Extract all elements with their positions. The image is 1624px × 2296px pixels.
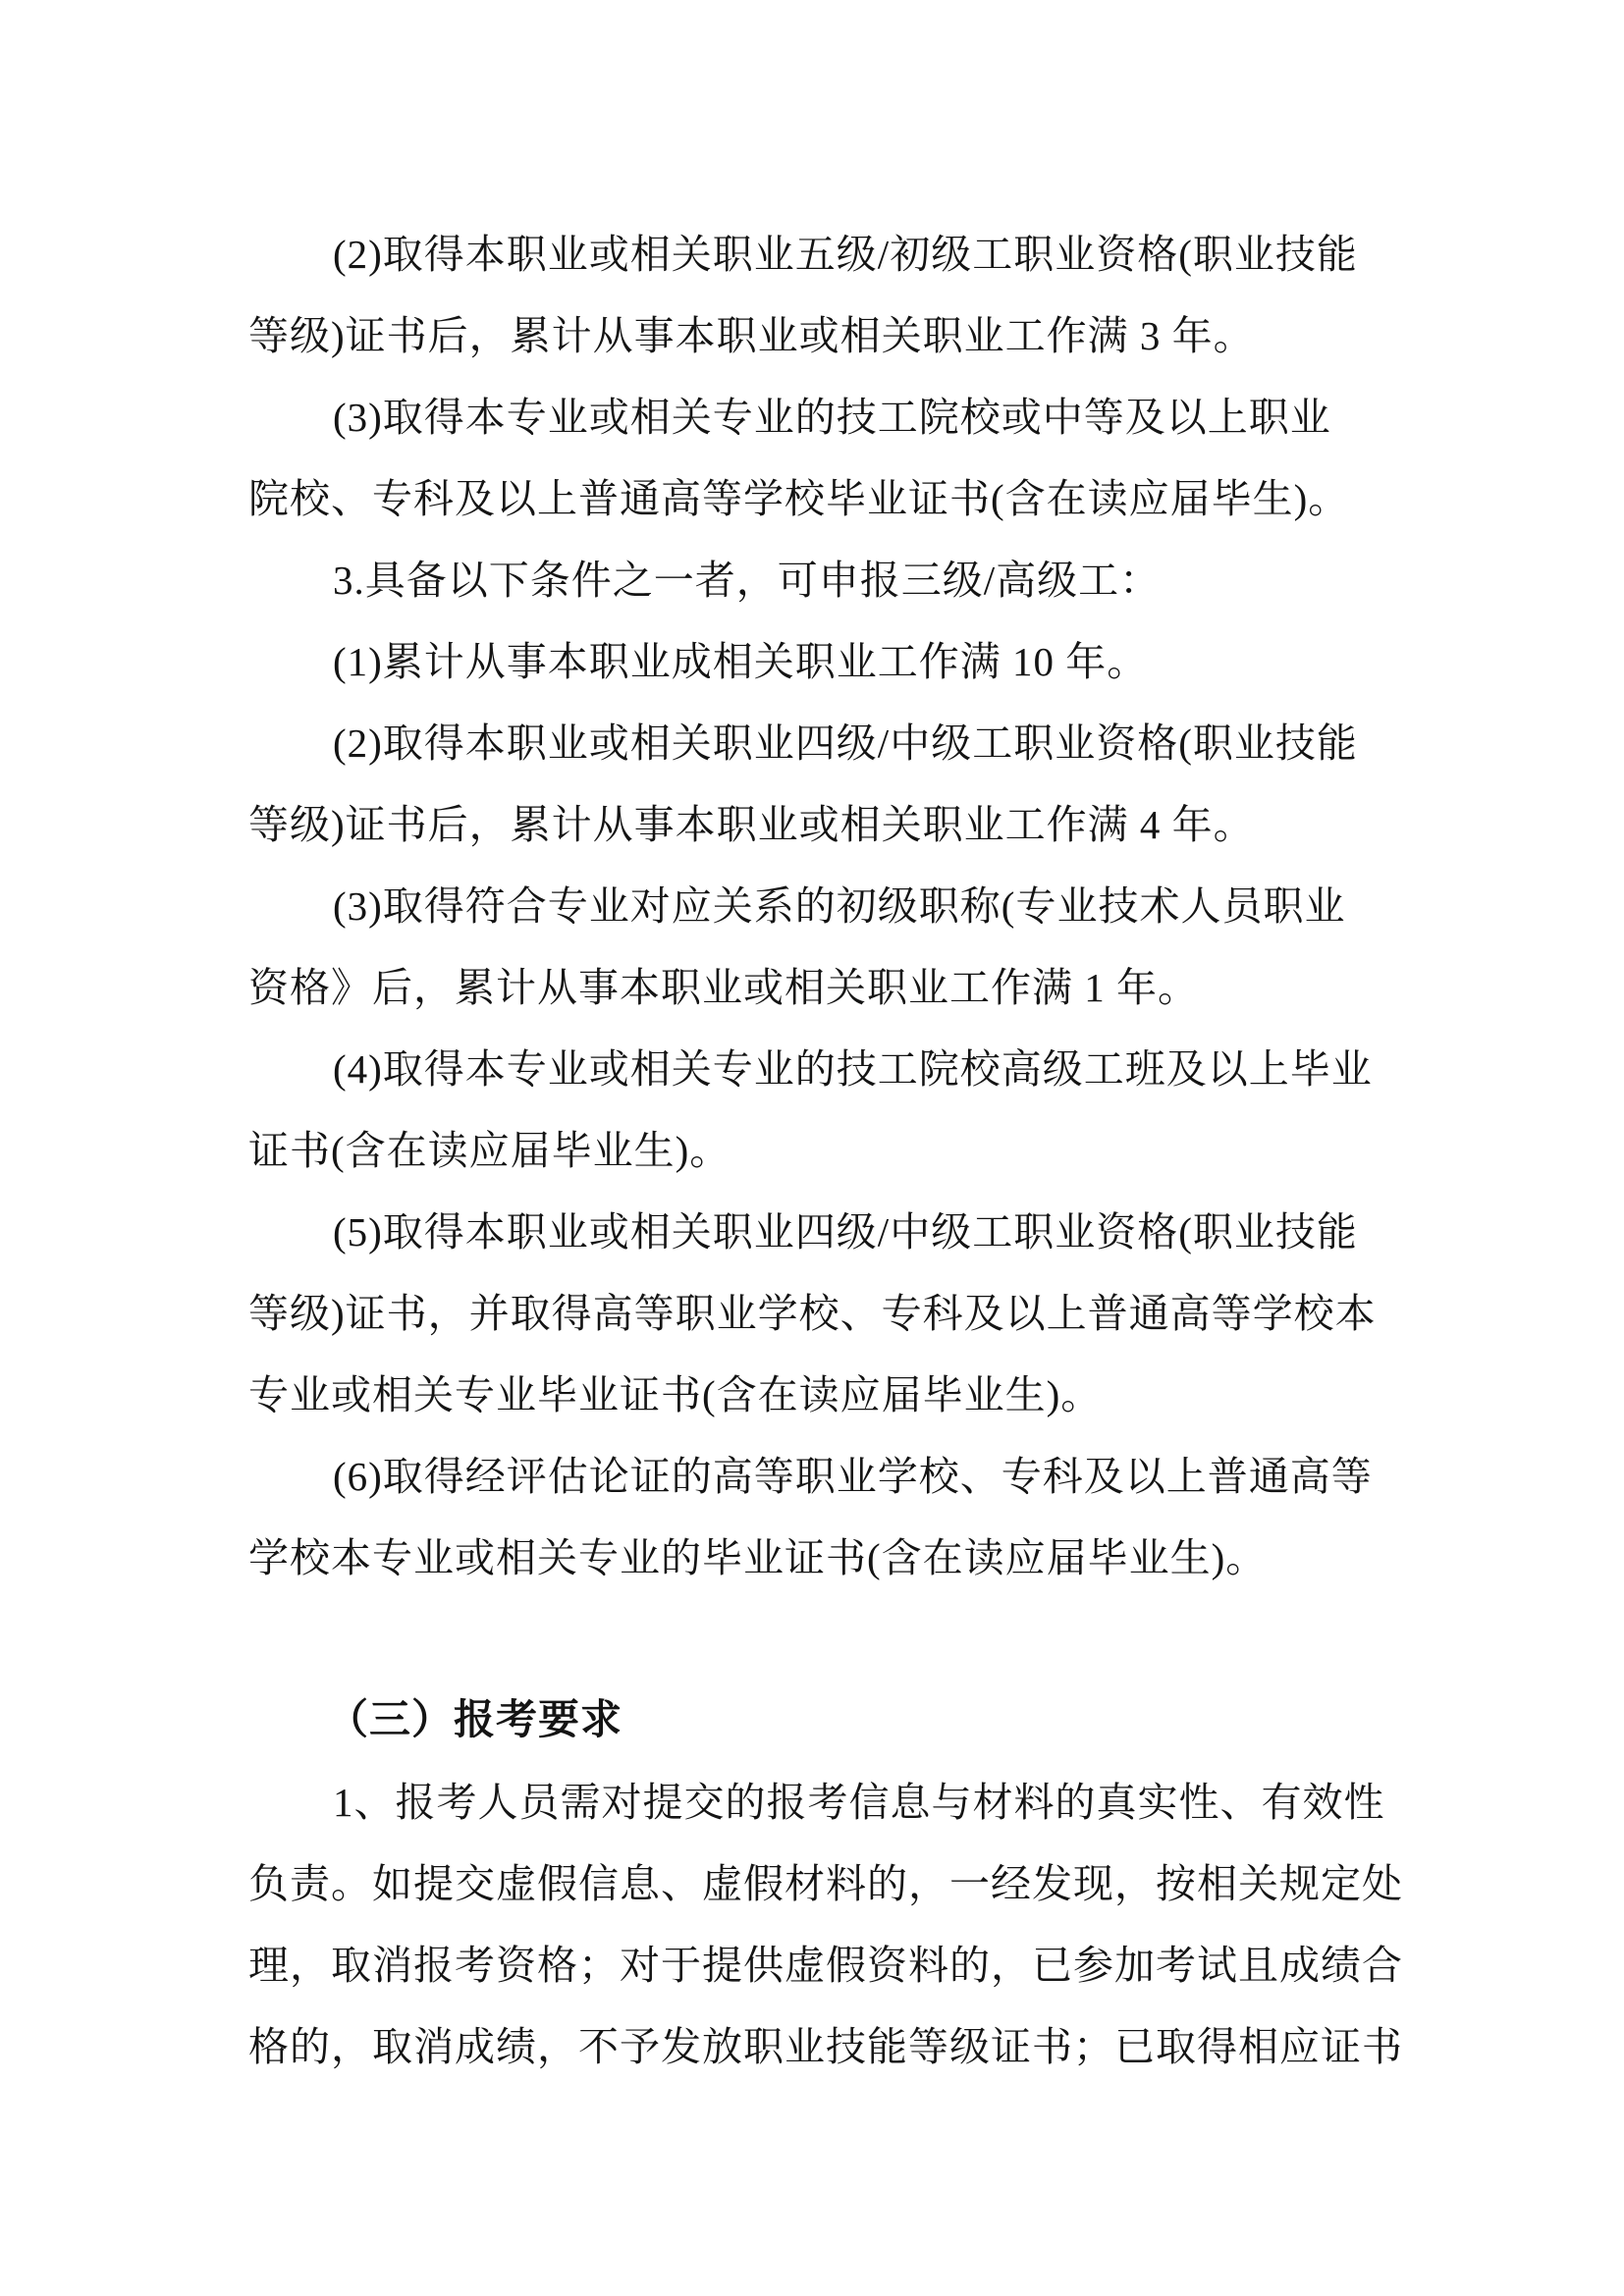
paragraph-line: 等级)证书后，累计从事本职业或相关职业工作满 3 年。 (248, 313, 1255, 358)
paragraph-line: (4)取得本专业或相关专业的技工院校高级工班及以上毕业 (333, 1046, 1373, 1092)
paragraph-line: 专业或相关专业毕业证书(含在读应届毕业生)。 (248, 1372, 1103, 1417)
paragraph-line: (3)取得符合专业对应关系的初级职称(专业技术人员职业 (333, 883, 1346, 929)
paragraph-line: (2)取得本职业或相关职业四级/中级工职业资格(职业技能 (333, 721, 1358, 766)
paragraph-line: 1、报考人员需对提交的报考信息与材料的真实性、有效性 (333, 1780, 1385, 1825)
paragraph-line: (2)取得本职业或相关职业五级/初级工职业资格(职业技能 (333, 232, 1358, 277)
paragraph-line: 等级)证书，并取得高等职业学校、专科及以上普通高等学校本 (248, 1291, 1377, 1336)
paragraph-line: 院校、专科及以上普通高等学校毕业证书(含在读应届毕生)。 (248, 476, 1350, 521)
paragraph-line: 学校本专业或相关专业的毕业证书(含在读应届毕业生)。 (248, 1535, 1268, 1580)
paragraph-line: (1)累计从事本职业成相关职业工作满 10 年。 (333, 639, 1149, 684)
paragraph-line: (3)取得本专业或相关专业的技工院校或中等及以上职业 (333, 395, 1331, 440)
paragraph-line: 等级)证书后，累计从事本职业或相关职业工作满 4 年。 (248, 802, 1255, 847)
paragraph-line: 3.具备以下条件之一者，可申报三级/高级工： (333, 558, 1162, 603)
paragraph-line: (6)取得经评估论证的高等职业学校、专科及以上普通高等 (333, 1454, 1373, 1499)
paragraph-line: 理，取消报考资格；对于提供虚假资料的，已参加考试且成绩合 (248, 1943, 1403, 1988)
section-heading: （三）报考要求 (327, 1698, 623, 1743)
paragraph-line: 负责。如提交虚假信息、虚假材料的，一经发现，按相关规定处 (248, 1861, 1403, 1906)
paragraph-line: 资格》后，累计从事本职业或相关职业工作满 1 年。 (248, 965, 1199, 1010)
paragraph-line: 证书(含在读应届毕业生)。 (248, 1128, 731, 1173)
paragraph-line: (5)取得本职业或相关职业四级/中级工职业资格(职业技能 (333, 1209, 1358, 1255)
paragraph-line: 格的，取消成绩，不予发放职业技能等级证书；已取得相应证书 (248, 2024, 1403, 2069)
